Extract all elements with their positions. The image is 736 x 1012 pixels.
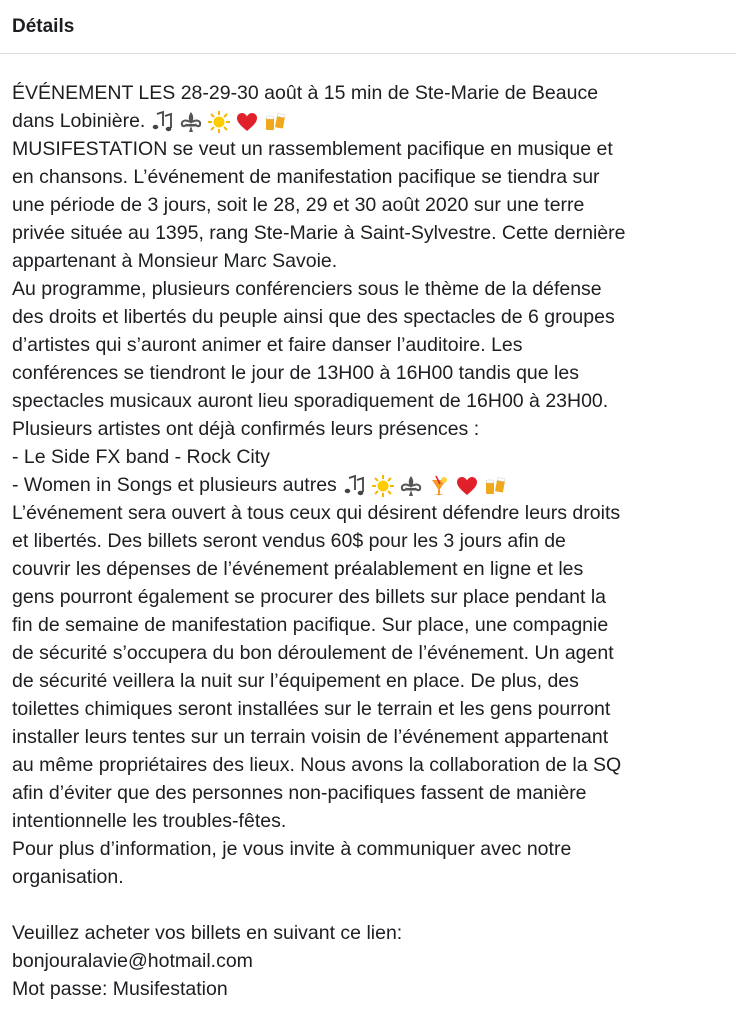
musical-notes-icon — [343, 474, 367, 498]
description-line: conférences se tiendront le jour de 13H00 à 16H00 tandis que les — [12, 362, 579, 384]
description-line: Plusieurs artistes ont déjà confirmés leurs présences : — [12, 418, 480, 440]
details-header — [0, 0, 736, 54]
description-line: organisation. — [12, 866, 124, 888]
description-line: afin d’éviter que des personnes non-pacifiques fassent de manière — [12, 782, 587, 804]
description-line: toilettes chimiques seront installées sur le terrain et les gens pourront — [12, 698, 611, 720]
email-text: bonjouralavie@hotmail.com — [12, 950, 253, 972]
description-line: - Women in Songs et plusieurs autres — [12, 471, 730, 499]
musical-notes-icon — [151, 110, 175, 134]
description-line: couvrir les dépenses de l’événement préalablement en ligne et les — [12, 558, 584, 580]
tropical-drink-icon — [427, 474, 451, 498]
description-line: dans Lobinière. — [12, 107, 730, 135]
blank-line — [12, 891, 730, 919]
description-line: au même propriétaires des lieux. Nous avons la collaboration de la SQ — [12, 754, 622, 776]
description-line: MUSIFESTATION se veut un rassemblement pacifique en musique et — [12, 138, 613, 160]
description-line: en chansons. L’événement de manifestation pacifique se tiendra sur — [12, 166, 600, 188]
event-description — [12, 79, 730, 1003]
description-line: gens pourront également se procurer des billets sur place pendant la — [12, 586, 607, 608]
description-line: installer leurs tentes sur un terrain voisin de l’événement appartenant — [12, 726, 609, 748]
description-line: fin de semaine de manifestation pacifique. Sur place, une compagnie — [12, 614, 609, 636]
fleur-de-lis-icon — [179, 110, 203, 134]
beer-mugs-icon — [263, 110, 287, 134]
description-line: Au programme, plusieurs conférenciers sous le thème de la défense — [12, 278, 602, 300]
description-line: L’événement sera ouvert à tous ceux qui désirent défendre leurs droits — [12, 502, 621, 524]
description-line: spectacles musicaux auront lieu sporadiquement de 16H00 à 23H00. — [12, 390, 609, 412]
password-text: Mot passe: Musifestation — [12, 978, 228, 1000]
description-line: privée située au 1395, rang Ste-Marie à Saint-Sylvestre. Cette dernière — [12, 222, 626, 244]
description-line: - Le Side FX band - Rock City — [12, 446, 270, 468]
description-line: une période de 3 jours, soit le 28, 29 et 30 août 2020 sur une terre — [12, 194, 585, 216]
emoji-group — [343, 474, 511, 498]
sun-icon — [207, 110, 231, 134]
description-line: appartenant à Monsieur Marc Savoie. — [12, 250, 338, 272]
emoji-group — [151, 110, 291, 134]
description-line: des droits et libertés du peuple ainsi que des spectacles de 6 groupes — [12, 306, 615, 328]
description-line: ÉVÉNEMENT LES 28-29-30 août à 15 min de Ste-Marie de Beauce — [12, 82, 599, 104]
section-title: Détails — [12, 16, 75, 37]
description-line: de sécurité s’occupera du bon déroulement de l’événement. Un agent — [12, 642, 614, 664]
red-heart-icon — [235, 110, 259, 134]
description-line: d’artistes qui s’auront animer et faire danser l’auditoire. Les — [12, 334, 523, 356]
description-line: intentionnelle les troubles-fêtes. — [12, 810, 287, 832]
description-line: et libertés. Des billets seront vendus 60$ pour les 3 jours afin de — [12, 530, 566, 552]
description-line: de sécurité veillera la nuit sur l’équipement en place. De plus, des — [12, 670, 579, 692]
beer-mugs-icon — [483, 474, 507, 498]
fleur-de-lis-icon — [399, 474, 423, 498]
sun-icon — [371, 474, 395, 498]
description-line: Pour plus d’information, je vous invite à communiquer avec notre — [12, 838, 572, 860]
red-heart-icon — [455, 474, 479, 498]
description-line: Veuillez acheter vos billets en suivant ce lien: — [12, 922, 403, 944]
